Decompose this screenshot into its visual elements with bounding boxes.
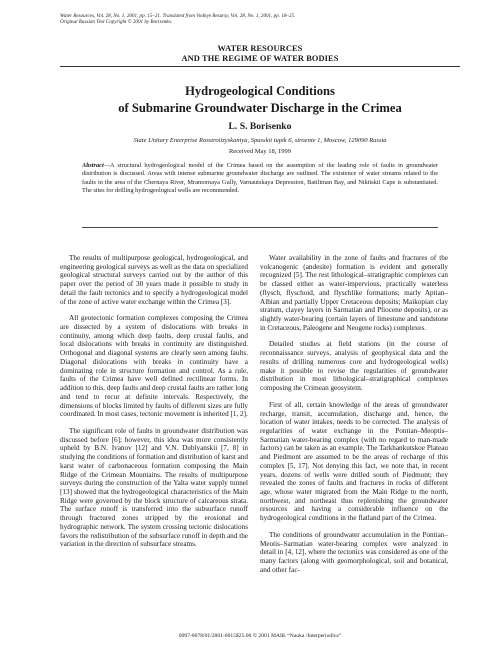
paragraph: The results of multipurpose geological, hydrogeological, and engineering geological surveys as well as the data on specialized geological structural surveys carried out by the author of this paper over the period of 30 years made it possible to study in detail the fault tectonics and to specify a hydrogeological model of the zone of active water exchange within the Crimea [3]. (60, 254, 248, 306)
journal-section-heading (60, 44, 460, 63)
paragraph: All geotectonic formation complexes composing the Crimea are dissected by a system of dislocations with breaks in continuity, among which deep faults, deep crustal faults, and local dislocations with breaks in continuity are distinguished. Orthogonal and diagonal systems are clearly seen among faults. Diagonal dislocations with breaks in continuity have a dominating role in structure formation and control. As a rule, faults of the Crimea have well defined rectilinear forms. In addition to this, deep faults and deep crustal faults are rather long and tend to recur at definite intervals. Respectively, the dimensions of blocks limited by faults of different sizes are fully coordinated. In most cases, tectonic movement is inherited [1, 2]. (60, 314, 249, 419)
paragraph: The significant role of faults in groundwater distribution was discussed before [6]; however, this idea was more consistently upheld by B.N. Ivanov [12] and V.N. Dublyanskii [7, 8] in studying the conditions of formation and distribution of karst and karst water of carbonaceous formation composing the Main Ridge of the Crimean Mountains. The results of multipurpose surveys during the construction of the Yalta water supply tunnel [13] showed that the hydrogeological characteristics of the Main Ridge were governed by the block structure of calcareous strata. The surface runoff is transferred into the subsurface runoff through fractured zones stripped by the erosional and hydrographic network. The system crossing tectonic dislocations favors the redistribution of the subsurface runoff in depth and the variation in the direction of subsurface streams. (60, 426, 248, 549)
paragraph: Water availability in the zone of faults and fractures of the volcanogenic (andesite) formation is evident and generally recognized [5]. The rest lithological–stratigraphic complexes can be classed either as water-impervious, practically waterless (flysch, flyschoid, and flyschlike formations; marly Aptian–Albian and partially Upper Cretaceous deposits; Maikopian clay stratum, clayey layers in Sarmatian and Pliocene deposits), or as slightly water-bearing (certain layers of limestone and sandstone in Cretaceous, Paleogene and Neogene rocks) complexes. (260, 254, 448, 332)
journal-section-line-1: WATER RESOURCES (217, 44, 303, 53)
paragraph: The conditions of groundwater accumulation in the Pontian–Meotis–Sarmatian water-bearing complex were analyzed in detail in [4, 12], where the tectonics was considered as one of the many factors (along with geomorphological, soil and botanical, and other fac- (260, 530, 448, 574)
paragraph: First of all, certain knowledge of the areas of groundwater recharge, transit, accumulation, discharge and, hence, the location of water intakes, needs to be corrected. The analysis of regularities of water exchange in the Pontian–Meoptis–Sarmatian water-bearing complex (with no regard to man-made factors) can be taken as an example. The Tarkhankutskoe Plateau and Piedmont are assumed to be the areas of recharge of this complex [5, 17]. Not denying this fact, we note that, in recent years, dozens of wells were drilled south of Piedmont; they revealed the zones of faults and fractures in rocks of different age, whose water migrated from the Main Ridge to the north, northwest, and northeast thus replenishing the groundwater resources and having a considerable influence on the hydrogeological conditions in the flatland part of the Crimea. (260, 400, 448, 523)
abstract-divider (82, 227, 438, 228)
journal-section-line-2: AND THE REGIME OF WATER BODIES (181, 53, 339, 63)
body-column-left (60, 254, 248, 557)
abstract (82, 162, 438, 195)
paper-title-line-2: of Submarine Groundwater Discharge in the Crimea (118, 101, 402, 115)
abstract-text: —A structural hydrogeological model of the Crimea based on the assumption of the leading role of faults in groundwater distribution is discussed. Areas with intense submarine groundwater discharge are outlined. The existence of water streams related to the faults in the area of the Chernaya River, Mramornaya Gully, Varnautskaya Depression, Batiliman Bay, and Nikitskii Cape is substantiated. The sites for drilling hydrogeological wells are recommended. (82, 162, 438, 194)
running-header-line-1: Water Resources, Vol. 28, No. 1, 2001, pp. 15–21. Translated from Vodnye Resursy, Vol. 28, No. 1, 2001, pp. 18–25. (60, 13, 296, 19)
received-date: Received May 18, 1999 (228, 148, 292, 155)
author-affiliation: State Unitary Enterprise Rosstroiizyskaniya, Spasskii tupik 6, stroenie 1, Moscow, 129090 Russia (133, 137, 387, 144)
running-header (60, 13, 460, 26)
paper-title (60, 83, 460, 117)
abstract-label: Abstract (82, 162, 104, 169)
author-name: L. S. Borisenko (228, 121, 292, 132)
running-header-line-2: Original Russian Text Copyright © 2001 by Borisenko. (60, 19, 173, 26)
section-divider (60, 66, 460, 67)
copyright-footer: 0097-8078/01/2801-0015$25.00 © 2001 MAIK “Nauka /Interperiodica” (178, 633, 342, 639)
body-column-right (260, 254, 448, 582)
paper-title-line-1: Hydrogeological Conditions (185, 84, 335, 98)
paragraph: Detailed studies at field stations (in the course of reconnaissance surveys, analysis of geophysical data and the results of drilling numerous core and hydrogeological wells) make it possible to revise the regularities of groundwater distribution in most lithological–stratigraphical complexes composing the Crimean geosystem. (260, 340, 448, 393)
